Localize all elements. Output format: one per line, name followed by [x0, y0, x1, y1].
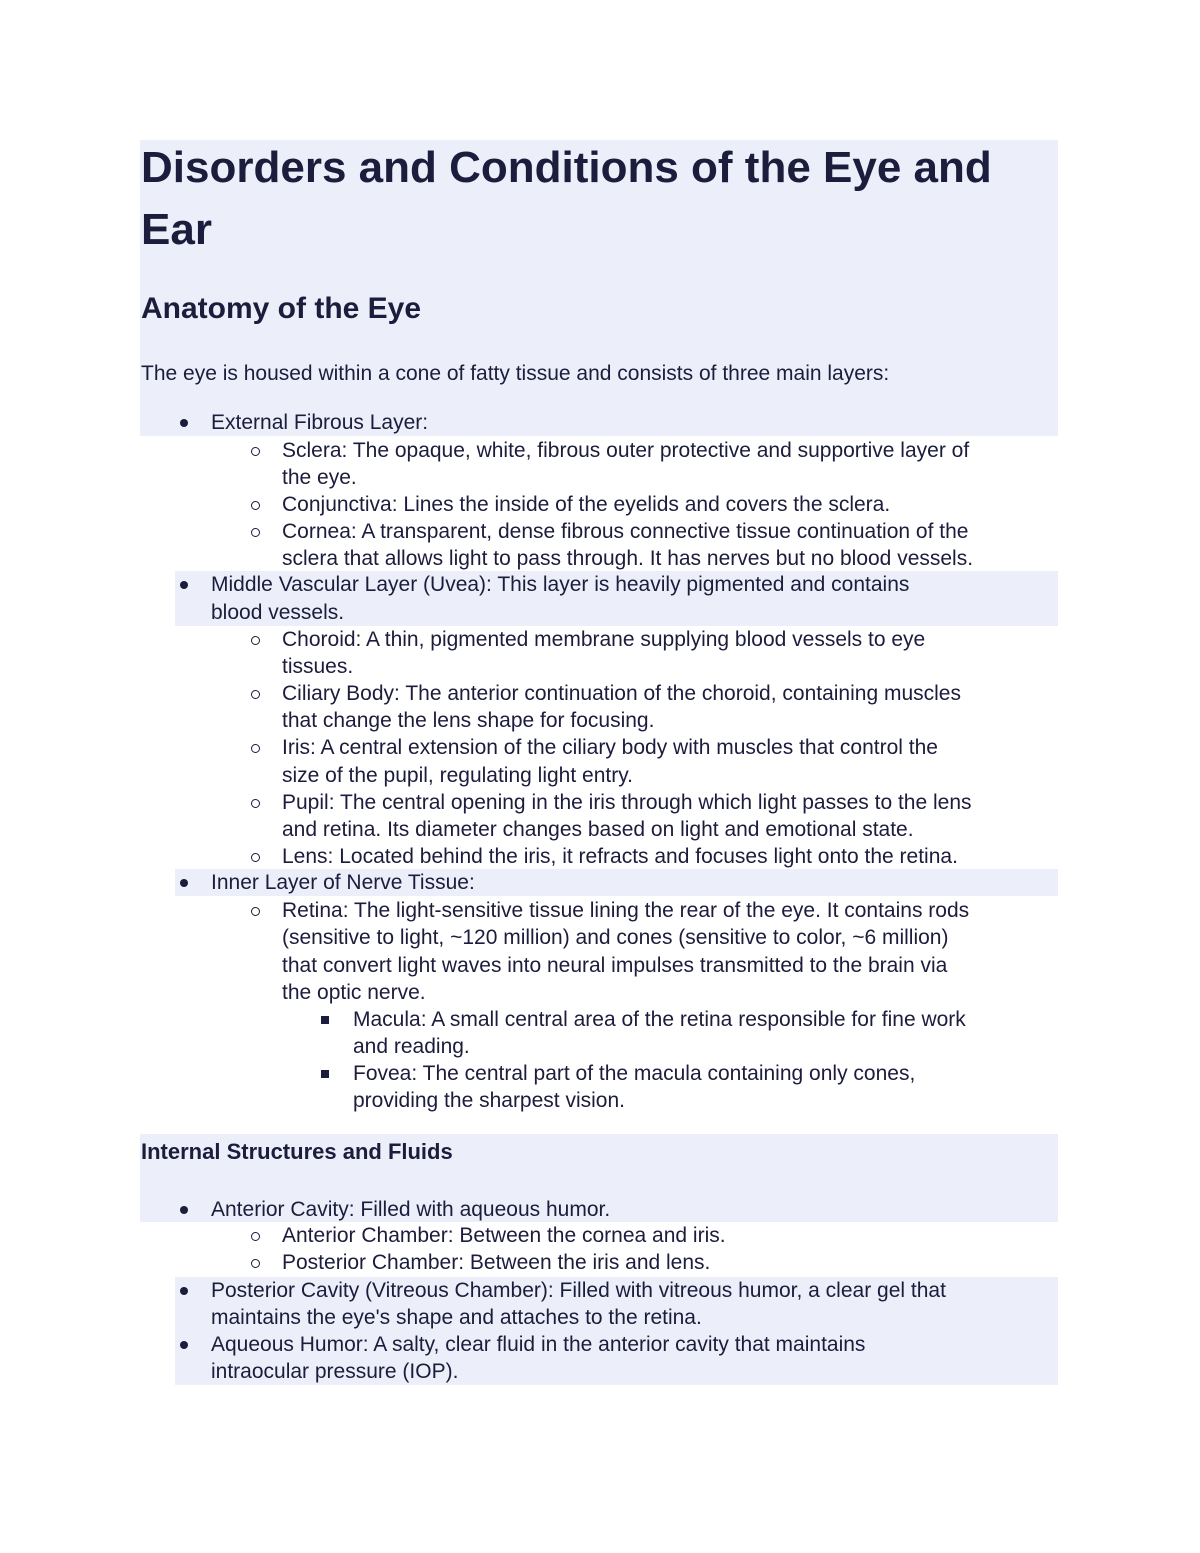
- bullet-circle: [251, 799, 260, 808]
- list-item-anterior-chamber: Anterior Chamber: Between the cornea and iris.: [282, 1224, 726, 1247]
- list-item-cornea: Cornea: A transparent, dense fibrous connective tissue continuation of the: [282, 520, 969, 543]
- list-item-cornea-cont: sclera that allows light to pass through. It has nerves but no blood vessels.: [282, 547, 974, 570]
- bullet-disc: [180, 1341, 188, 1349]
- list-item-ciliary-body-cont: that change the lens shape for focusing.: [282, 709, 655, 732]
- list-item-posterior-cavity-cont: maintains the eye's shape and attaches to the retina.: [211, 1306, 702, 1329]
- list-item-pupil: Pupil: The central opening in the iris through which light passes to the lens: [282, 791, 972, 814]
- document-title: Disorders and Conditions of the Eye and: [141, 143, 992, 192]
- list-item-fovea: Fovea: The central part of the macula containing only cones,: [353, 1062, 916, 1085]
- section-heading-anatomy: Anatomy of the Eye: [141, 292, 422, 325]
- list-item-posterior-chamber: Posterior Chamber: Between the iris and lens.: [282, 1251, 711, 1274]
- list-item-macula-cont: and reading.: [353, 1035, 470, 1058]
- bullet-circle: [251, 907, 260, 916]
- list-item-anterior-cavity: Anterior Cavity: Filled with aqueous humor.: [211, 1198, 611, 1221]
- list-item-external-fibrous-layer: External Fibrous Layer:: [211, 411, 429, 434]
- list-item-aqueous-humor-cont: intraocular pressure (IOP).: [211, 1360, 459, 1383]
- list-item-choroid: Choroid: A thin, pigmented membrane supplying blood vessels to eye: [282, 628, 926, 651]
- bullet-disc: [180, 419, 188, 427]
- bullet-disc: [180, 581, 188, 589]
- list-item-pupil-cont: and retina. Its diameter changes based on light and emotional state.: [282, 818, 914, 841]
- list-item-middle-vascular-layer: Middle Vascular Layer (Uvea): This layer is heavily pigmented and contains: [211, 573, 910, 596]
- list-item-sclera: Sclera: The opaque, white, fibrous outer protective and supportive layer of: [282, 439, 970, 462]
- list-item-inner-layer: Inner Layer of Nerve Tissue:: [211, 871, 475, 894]
- list-item-retina-cont-1: (sensitive to light, ~120 million) and cones (sensitive to color, ~6 million): [282, 926, 949, 949]
- list-item-iris: Iris: A central extension of the ciliary body with muscles that control the: [282, 736, 938, 759]
- bullet-disc: [180, 879, 188, 887]
- bullet-circle: [251, 528, 260, 537]
- list-item-lens: Lens: Located behind the iris, it refracts and focuses light onto the retina.: [282, 845, 958, 868]
- bullet-circle: [251, 447, 260, 456]
- list-item-iris-cont: size of the pupil, regulating light entry.: [282, 764, 633, 787]
- bullet-square: [321, 1070, 329, 1078]
- intro-paragraph: The eye is housed within a cone of fatty tissue and consists of three main layers:: [141, 362, 890, 385]
- bullet-circle: [251, 690, 260, 699]
- list-item-ciliary-body: Ciliary Body: The anterior continuation of the choroid, containing muscles: [282, 682, 961, 705]
- list-item-middle-vascular-layer-cont: blood vessels.: [211, 601, 345, 624]
- bullet-disc: [180, 1206, 188, 1214]
- list-item-choroid-cont: tissues.: [282, 655, 354, 678]
- section-heading-internal-structures: Internal Structures and Fluids: [141, 1139, 453, 1164]
- list-item-posterior-cavity: Posterior Cavity (Vitreous Chamber): Filled with vitreous humor, a clear gel that: [211, 1279, 946, 1302]
- list-item-fovea-cont: providing the sharpest vision.: [353, 1089, 625, 1112]
- list-item-retina: Retina: The light-sensitive tissue lining the rear of the eye. It contains rods: [282, 899, 970, 922]
- bullet-circle: [251, 1232, 260, 1241]
- bullet-circle: [251, 501, 260, 510]
- bullet-disc: [180, 1287, 188, 1295]
- list-item-sclera-cont: the eye.: [282, 466, 357, 489]
- bullet-circle: [251, 853, 260, 862]
- list-item-conjunctiva: Conjunctiva: Lines the inside of the eyelids and covers the sclera.: [282, 493, 891, 516]
- bullet-square: [321, 1016, 329, 1024]
- list-item-retina-cont-2: that convert light waves into neural impulses transmitted to the brain via: [282, 954, 948, 977]
- list-item-macula: Macula: A small central area of the retina responsible for fine work: [353, 1008, 966, 1031]
- document-title-line-2: Ear: [141, 205, 212, 254]
- bullet-circle: [251, 636, 260, 645]
- list-item-aqueous-humor: Aqueous Humor: A salty, clear fluid in the anterior cavity that maintains: [211, 1333, 866, 1356]
- list-item-retina-cont-3: the optic nerve.: [282, 981, 426, 1004]
- bullet-circle: [251, 1259, 260, 1268]
- bullet-circle: [251, 744, 260, 753]
